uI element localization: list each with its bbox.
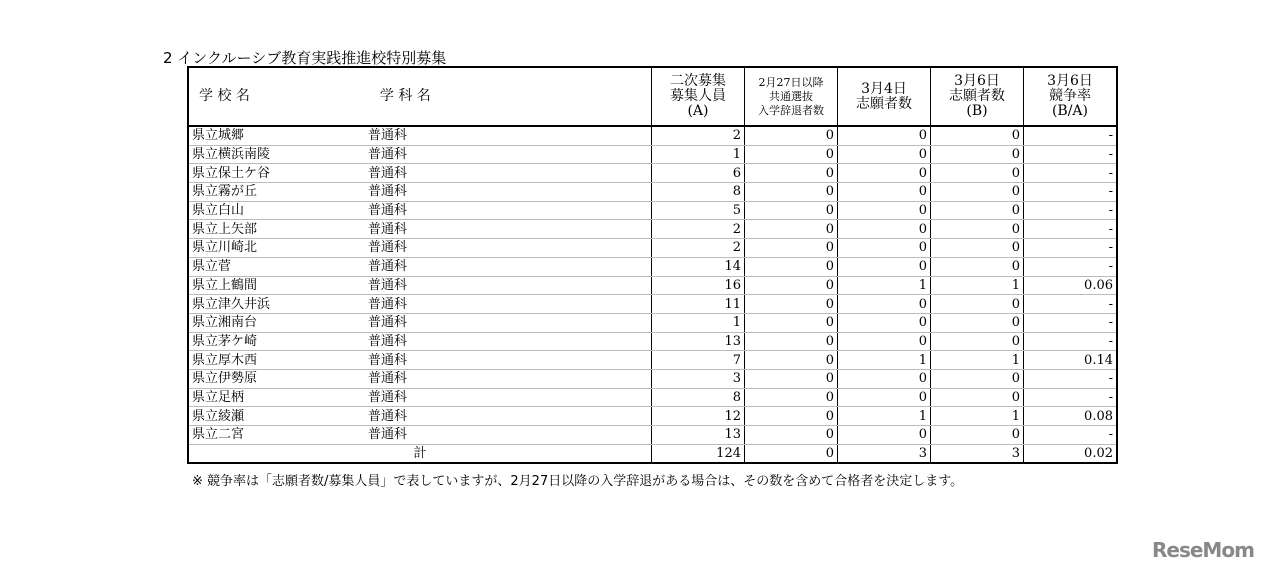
school-name: 県立川崎北 <box>188 239 365 258</box>
department: 普通科 <box>365 369 652 388</box>
withdrawals: 0 <box>745 239 838 258</box>
header-school-dept <box>188 67 652 126</box>
department: 普通科 <box>365 351 652 370</box>
capacity: 8 <box>652 388 745 407</box>
department: 普通科 <box>365 313 652 332</box>
header-dept: 学 科 名 <box>379 88 431 104</box>
applicants-mar4: 0 <box>838 388 931 407</box>
ratio: - <box>1024 426 1118 445</box>
applicants-mar6: 0 <box>931 239 1024 258</box>
applicants-mar4: 1 <box>838 351 931 370</box>
withdrawals: 0 <box>745 145 838 164</box>
department: 普通科 <box>365 239 652 258</box>
capacity: 16 <box>652 276 745 295</box>
department: 普通科 <box>365 257 652 276</box>
applicants-mar4: 0 <box>838 126 931 145</box>
applicants-mar6: 1 <box>931 351 1024 370</box>
withdrawals: 0 <box>745 201 838 220</box>
header-capacity: 二次募集 募集人員 (A) <box>652 67 745 126</box>
applicants-mar6: 0 <box>931 220 1024 239</box>
capacity: 8 <box>652 183 745 202</box>
department: 普通科 <box>365 126 652 145</box>
applicants-mar6: 0 <box>931 295 1024 314</box>
department: 普通科 <box>365 295 652 314</box>
table-row <box>188 126 1117 145</box>
header-withdraw: 2月27日以降 共通選抜 入学辞退者数 <box>745 67 838 126</box>
school-name: 県立湘南台 <box>188 313 365 332</box>
applicants-mar6: 0 <box>931 145 1024 164</box>
applicants-mar6: 0 <box>931 313 1024 332</box>
capacity: 11 <box>652 295 745 314</box>
applicants-mar4: 0 <box>838 164 931 183</box>
ratio: - <box>1024 145 1118 164</box>
applicants-mar6: 0 <box>931 126 1024 145</box>
table-row <box>188 164 1117 183</box>
school-name: 県立綾瀬 <box>188 407 365 426</box>
ratio: 0.08 <box>1024 407 1118 426</box>
total-row <box>188 444 1117 463</box>
total-value: 3 <box>838 444 931 463</box>
applicants-mar4: 0 <box>838 145 931 164</box>
school-name: 県立二宮 <box>188 426 365 445</box>
withdrawals: 0 <box>745 183 838 202</box>
withdrawals: 0 <box>745 369 838 388</box>
school-name: 県立上鶴間 <box>188 276 365 295</box>
table-row <box>188 332 1117 351</box>
header-school: 学 校 名 <box>199 88 250 104</box>
header-row <box>188 67 1117 126</box>
applicants-table <box>187 66 1118 464</box>
table-row <box>188 257 1117 276</box>
applicants-mar4: 0 <box>838 369 931 388</box>
withdrawals: 0 <box>745 351 838 370</box>
applicants-mar6: 1 <box>931 407 1024 426</box>
footnote: ※ 競争率は「志願者数/募集人員」で表していますが、2月27日以降の入学辞退がある場合は、その数を含めて合格者を決定します。 <box>192 474 964 489</box>
table-row <box>188 388 1117 407</box>
applicants-mar4: 0 <box>838 239 931 258</box>
ratio: - <box>1024 220 1118 239</box>
table-row <box>188 295 1117 314</box>
department: 普通科 <box>365 407 652 426</box>
table-row <box>188 351 1117 370</box>
capacity: 1 <box>652 313 745 332</box>
withdrawals: 0 <box>745 220 838 239</box>
table-row <box>188 183 1117 202</box>
ratio: - <box>1024 126 1118 145</box>
applicants-mar6: 0 <box>931 332 1024 351</box>
department: 普通科 <box>365 426 652 445</box>
table-row <box>188 145 1117 164</box>
ratio: - <box>1024 164 1118 183</box>
table-row <box>188 407 1117 426</box>
resemom-logo: ReseMom <box>1152 538 1254 562</box>
applicants-mar4: 0 <box>838 183 931 202</box>
school-name: 県立足柄 <box>188 388 365 407</box>
capacity: 13 <box>652 426 745 445</box>
department: 普通科 <box>365 276 652 295</box>
capacity: 2 <box>652 126 745 145</box>
header-ratio: 3月6日 競争率 (B/A) <box>1024 67 1118 126</box>
table-row <box>188 369 1117 388</box>
total-value: 3 <box>931 444 1024 463</box>
header-mar4: 3月4日 志願者数 <box>838 67 931 126</box>
school-name: 県立菅 <box>188 257 365 276</box>
ratio: - <box>1024 369 1118 388</box>
capacity: 13 <box>652 332 745 351</box>
ratio: - <box>1024 295 1118 314</box>
school-name: 県立伊勢原 <box>188 369 365 388</box>
school-name: 県立茅ケ崎 <box>188 332 365 351</box>
school-name: 県立津久井浜 <box>188 295 365 314</box>
ratio: - <box>1024 239 1118 258</box>
table-row <box>188 313 1117 332</box>
section-title: 2 インクルーシブ教育実践推進校特別募集 <box>163 49 447 67</box>
applicants-mar4: 0 <box>838 426 931 445</box>
total-value: 0 <box>745 444 838 463</box>
capacity: 2 <box>652 239 745 258</box>
withdrawals: 0 <box>745 388 838 407</box>
table-row <box>188 220 1117 239</box>
school-name: 県立城郷 <box>188 126 365 145</box>
table-row <box>188 239 1117 258</box>
department: 普通科 <box>365 332 652 351</box>
applicants-mar6: 1 <box>931 276 1024 295</box>
capacity: 6 <box>652 164 745 183</box>
total-label: 計 <box>188 444 652 463</box>
department: 普通科 <box>365 388 652 407</box>
capacity: 12 <box>652 407 745 426</box>
applicants-mar4: 0 <box>838 220 931 239</box>
applicants-mar4: 1 <box>838 407 931 426</box>
applicants-mar6: 0 <box>931 183 1024 202</box>
withdrawals: 0 <box>745 426 838 445</box>
total-value: 124 <box>652 444 745 463</box>
applicants-mar6: 0 <box>931 369 1024 388</box>
ratio: 0.14 <box>1024 351 1118 370</box>
applicants-mar6: 0 <box>931 257 1024 276</box>
applicants-mar4: 0 <box>838 313 931 332</box>
capacity: 5 <box>652 201 745 220</box>
total-value: 0.02 <box>1024 444 1118 463</box>
applicants-mar4: 0 <box>838 257 931 276</box>
department: 普通科 <box>365 164 652 183</box>
capacity: 2 <box>652 220 745 239</box>
school-name: 県立霧が丘 <box>188 183 365 202</box>
applicants-mar4: 0 <box>838 332 931 351</box>
table-row <box>188 276 1117 295</box>
table-row <box>188 426 1117 445</box>
ratio: - <box>1024 257 1118 276</box>
withdrawals: 0 <box>745 126 838 145</box>
ratio: - <box>1024 183 1118 202</box>
ratio: - <box>1024 313 1118 332</box>
capacity: 7 <box>652 351 745 370</box>
applicants-mar4: 1 <box>838 276 931 295</box>
withdrawals: 0 <box>745 164 838 183</box>
department: 普通科 <box>365 201 652 220</box>
capacity: 1 <box>652 145 745 164</box>
withdrawals: 0 <box>745 313 838 332</box>
withdrawals: 0 <box>745 407 838 426</box>
withdrawals: 0 <box>745 332 838 351</box>
header-applicants-b: 3月6日 志願者数 (B) <box>931 67 1024 126</box>
capacity: 14 <box>652 257 745 276</box>
ratio: - <box>1024 388 1118 407</box>
withdrawals: 0 <box>745 295 838 314</box>
department: 普通科 <box>365 183 652 202</box>
department: 普通科 <box>365 220 652 239</box>
applicants-mar6: 0 <box>931 426 1024 445</box>
ratio: - <box>1024 201 1118 220</box>
school-name: 県立白山 <box>188 201 365 220</box>
school-name: 県立保土ケ谷 <box>188 164 365 183</box>
withdrawals: 0 <box>745 276 838 295</box>
applicants-mar6: 0 <box>931 164 1024 183</box>
applicants-mar6: 0 <box>931 388 1024 407</box>
applicants-mar4: 0 <box>838 295 931 314</box>
withdrawals: 0 <box>745 257 838 276</box>
school-name: 県立横浜南陵 <box>188 145 365 164</box>
table-row <box>188 201 1117 220</box>
ratio: 0.06 <box>1024 276 1118 295</box>
department: 普通科 <box>365 145 652 164</box>
school-name: 県立厚木西 <box>188 351 365 370</box>
ratio: - <box>1024 332 1118 351</box>
applicants-mar4: 0 <box>838 201 931 220</box>
applicants-mar6: 0 <box>931 201 1024 220</box>
school-name: 県立上矢部 <box>188 220 365 239</box>
capacity: 3 <box>652 369 745 388</box>
